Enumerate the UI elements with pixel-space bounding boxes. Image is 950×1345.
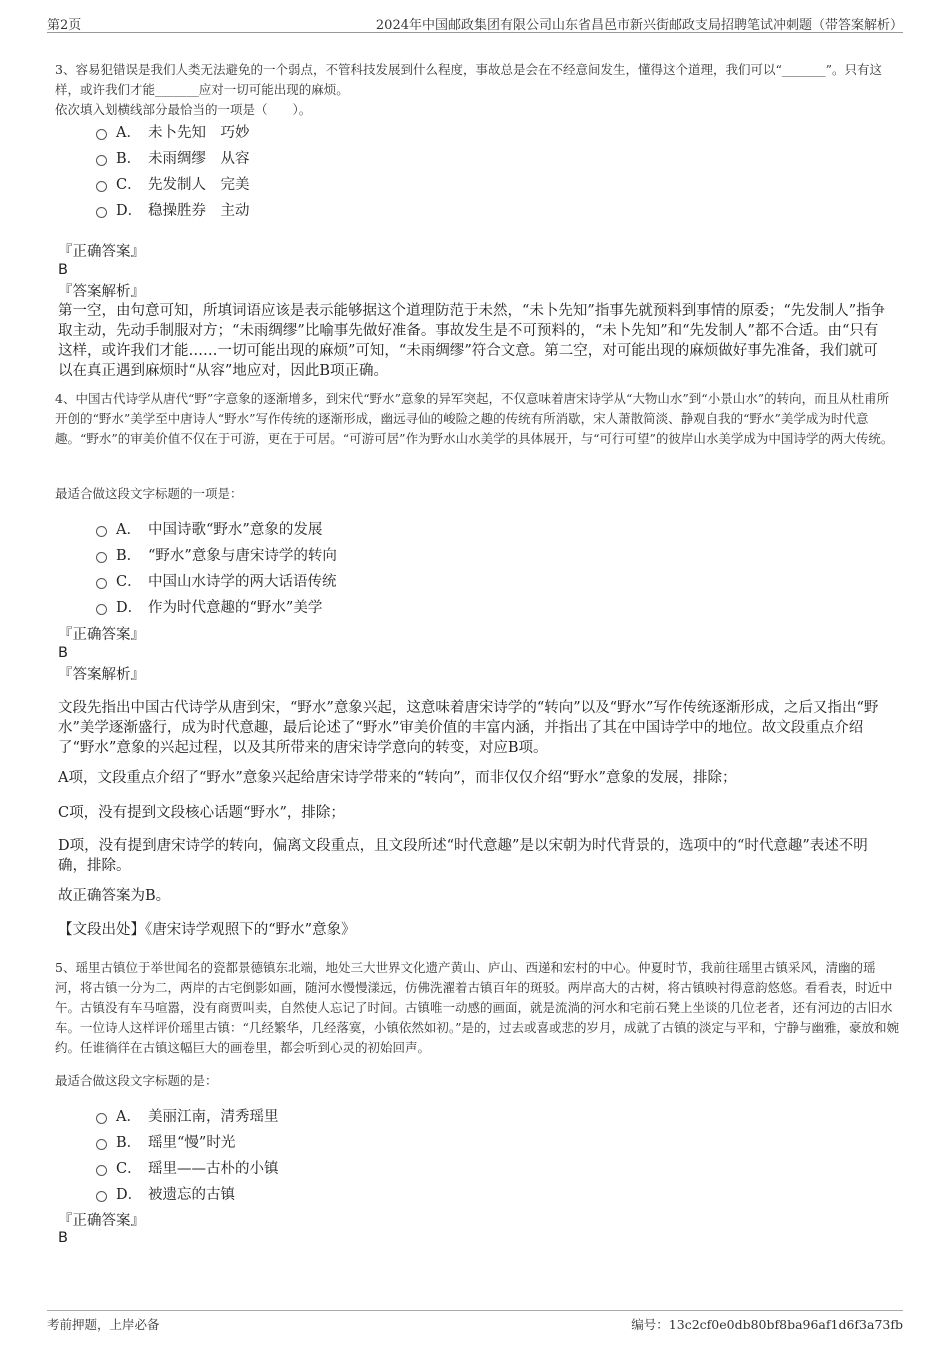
q4-prompt: 最适合做这段文字标题的一项是： <box>55 486 243 501</box>
q5-option-a[interactable]: A． 美丽江南，清秀瑶里 <box>96 1102 279 1128</box>
q3-option-b[interactable]: B． 未雨绸缪 从容 <box>96 144 250 170</box>
q4-option-a[interactable]: A． 中国诗歌“野水”意象的发展 <box>96 515 337 541</box>
q3-option-a[interactable]: A． 未卜先知 巧妙 <box>96 118 250 144</box>
page-number: 第2页 <box>47 18 82 33</box>
q4-analysis-p4: D项，没有提到唐宋诗学的转向，偏离文段重点，且文段所述“时代意趣”是以宋朝为时代背景的，选项中的“时代意趣”表述不明确，排除。 <box>58 838 868 874</box>
q4-answer: B <box>58 645 68 661</box>
radio-icon[interactable] <box>96 181 107 192</box>
radio-icon[interactable] <box>96 1113 107 1124</box>
radio-icon[interactable] <box>96 604 107 615</box>
q4-analysis-label: 『答案解析』 <box>58 667 145 683</box>
radio-icon[interactable] <box>96 578 107 589</box>
q4-options <box>96 515 337 619</box>
q4-stem: 4、中国古代诗学从唐代“野”字意象的逐渐增多，到宋代“野水”意象的异军突起，不仅意味着唐宋诗学从“大物山水”到“小景山水”的转向，而且从杜甫所开创的“野水”美学至中唐诗人“野水”写作传统的逐渐形成，幽远寻仙的峻险之趣的传统有所消歇，宋人萧散简淡、静观自我的“野水”美学成为时代意趣。“野水”的审美价值不仅在于可游，更在于可居。“可游可居”作为野水山水美学的具体展开，与“可行可望”的彼岸山水美学成为中国诗学的两大传统。 <box>55 391 894 446</box>
radio-icon[interactable] <box>96 129 107 140</box>
footer-serial: 编号：13c2cf0e0db80bf8ba96af1d6f3a73fb <box>631 1317 903 1332</box>
q4-analysis-p1: 文段先指出中国古代诗学从唐到宋，“野水”意象兴起，这意味着唐宋诗学的“转向”以及“野水”写作传统逐渐形成，之后又指出“野水”美学逐渐盛行，成为时代意趣，最后论述了“野水”审美价值的丰富内涵，并指出了其在中国诗学中的地位。故文段重点介绍了“野水”意象的兴起过程，以及其所带来的唐宋诗学意向的转变，对应B项。 <box>58 700 879 756</box>
q4-analysis-p3: C项，没有提到文段核心话题“野水”，排除； <box>58 805 345 821</box>
q3-answer-label: 『正确答案』 <box>58 244 145 260</box>
q5-options <box>96 1102 279 1206</box>
radio-icon[interactable] <box>96 1139 107 1150</box>
q4-answer-label: 『正确答案』 <box>58 627 145 643</box>
radio-icon[interactable] <box>96 207 107 218</box>
q5-prompt: 最适合做这段文字标题的是： <box>55 1073 218 1088</box>
q3-option-d[interactable]: D． 稳操胜券 主动 <box>96 196 250 222</box>
page-header <box>47 14 903 33</box>
q5-option-d[interactable]: D． 被遗忘的古镇 <box>96 1180 279 1206</box>
q3-options <box>96 118 250 222</box>
page-footer <box>47 1310 903 1332</box>
q4-analysis-p5: 故正确答案为B。 <box>58 888 171 904</box>
q3-answer: B <box>58 262 68 278</box>
q5-stem: 5、瑶里古镇位于举世闻名的瓷都景德镇东北端，地处三大世界文化遗产黄山、庐山、西递和宏村的中心。仲夏时节，我前往瑶里古镇采风，清幽的瑶河，将古镇一分为二，两岸的古宅倒影如画，随河水慢慢漾远，仿佛洗濯着古镇百年的斑驳。两岸高大的古树，将古镇映衬得意韵悠悠。看看表，时近中午。古镇没有车马喧嚣，没有商贾叫卖，自然使人忘记了时间。古镇唯一动感的画面，就是流淌的河水和宅前石凳上坐谈的几位老者，还有河边的古旧水车。一位诗人这样评价瑶里古镇：“几经繁华，几经落寞，小镇依然如初。”是的，过去或喜或悲的岁月，成就了古镇的淡定与平和，宁静与幽雅，豪放和婉约。任谁徜徉在古镇这幅巨大的画卷里，都会听到心灵的初始回声。 <box>55 960 900 1055</box>
q3-prompt: 依次填入划横线部分最恰当的一项是（ ）。 <box>55 102 312 117</box>
q5-option-b[interactable]: B． 瑶里“慢”时光 <box>96 1128 279 1154</box>
q5-option-c[interactable]: C． 瑶里——古朴的小镇 <box>96 1154 279 1180</box>
q5-answer: B <box>58 1230 68 1246</box>
radio-icon[interactable] <box>96 1191 107 1202</box>
q5-answer-label: 『正确答案』 <box>58 1213 145 1229</box>
q4-analysis-p2: A项，文段重点介绍了“野水”意象兴起给唐宋诗学带来的“转向”，而非仅仅介绍“野水”意象的发展，排除； <box>58 770 737 786</box>
document-title: 2024年中国邮政集团有限公司山东省昌邑市新兴街邮政支局招聘笔试冲刺题（带答案解析） <box>375 18 903 33</box>
q3-stem: 3、容易犯错误是我们人类无法避免的一个弱点，不管科技发展到什么程度，事故总是会在不经意间发生，懂得这个道理，我们可以“_______”。只有这样，或许我们才能_______应对一切可能出现的麻烦。 <box>55 62 882 97</box>
radio-icon[interactable] <box>96 155 107 166</box>
q3-analysis-label: 『答案解析』 <box>58 284 145 300</box>
radio-icon[interactable] <box>96 1165 107 1176</box>
q4-source: 【文段出处】《唐宋诗学观照下的“野水”意象》 <box>58 922 356 938</box>
q3-option-c[interactable]: C． 先发制人 完美 <box>96 170 250 196</box>
q3-analysis: 第一空，由句意可知，所填词语应该是表示能够据这个道理防范于未然，“未卜先知”指事先就预料到事情的原委；“先发制人”指争取主动，先动手制服对方；“未雨绸缪”比喻事先做好准备。事故发生是不可预料的，“未卜先知”和“先发制人”都不合适。由“只有这样，或许我们才能……一切可能出现的麻烦”可知，“未雨绸缪”符合文意。第二空，对可能出现的麻烦做好事先准备，我们就可以在真正遇到麻烦时“从容”地应对，因此B项正确。 <box>58 303 886 379</box>
radio-icon[interactable] <box>96 552 107 563</box>
radio-icon[interactable] <box>96 526 107 537</box>
q4-option-b[interactable]: B． “野水”意象与唐宋诗学的转向 <box>96 541 337 567</box>
q4-option-d[interactable]: D． 作为时代意趣的“野水”美学 <box>96 593 337 619</box>
footer-slogan: 考前押题，上岸必备 <box>47 1317 160 1332</box>
q4-option-c[interactable]: C． 中国山水诗学的两大话语传统 <box>96 567 337 593</box>
